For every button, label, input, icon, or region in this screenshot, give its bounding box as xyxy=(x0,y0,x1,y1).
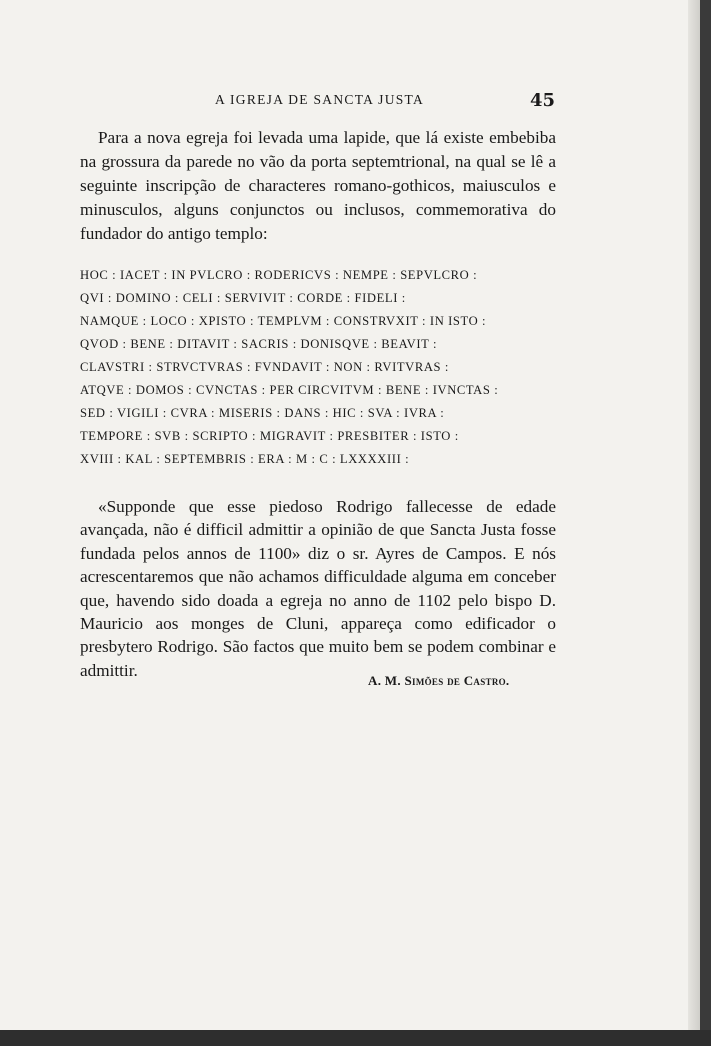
page-number: 45 xyxy=(530,90,556,111)
inscription-line: ATQVE : DOMOS : CVNCTAS : PER CIRCVITVM : BENE : IVNCTAS : xyxy=(80,383,499,397)
quote-paragraph: «Supponde que esse piedoso Rodrigo fallecesse de edade avançada, não é difficil admittir a opinião de que Sancta Justa fosse fundada pelos annos de 1100» diz o sr. Ayres de Campos. E nós acrescentaremos que não achamos difficuldade alguma em conceber que, havendo sido doada a egreja no anno de 1102 pelo bispo D. Mauricio aos monges de Cluni, appareça como edificador o presbytero Rodrigo. São factos que muito bem se podem combinar e admittir. xyxy=(80,497,556,680)
inscription-line: TEMPORE : SVB : SCRIPTO : MIGRAVIT : PRESBITER : ISTO : xyxy=(80,429,459,443)
running-header xyxy=(0,90,700,112)
page-edge xyxy=(688,0,700,1035)
intro-paragraph: Para a nova egreja foi levada uma lapide, que lá existe embebiba na grossura da parede no vão da porta septemtrional, na qual se lê a seguinte inscripção de characteres romano-gothicos, maiusculos e minusculos, alguns conjunctos ou inclusos, commemorativa do fundador do antigo templo: xyxy=(80,128,556,243)
signature xyxy=(368,673,509,689)
inscription-line: HOC : IACET : IN PVLCRO : RODERICVS : NEMPE : SEPVLCRO : xyxy=(80,268,478,282)
inscription-line: XVIII : KAL : SEPTEMBRIS : ERA : M : C : LXXXXIII : xyxy=(80,452,410,466)
running-title: A IGREJA DE SANCTA JUSTA xyxy=(215,92,425,107)
inscription-line: QVI : DOMINO : CELI : SERVIVIT : CORDE : FIDELI : xyxy=(80,291,406,305)
inscription xyxy=(80,264,550,471)
quote-paragraph-block xyxy=(80,495,556,682)
intro-paragraph-block xyxy=(80,126,556,246)
signature-name: Simões de Castro. xyxy=(404,673,510,688)
bottom-edge xyxy=(0,1030,711,1046)
inscription-line: NAMQUE : LOCO : XPISTO : TEMPLVM : CONSTRVXIT : IN ISTO : xyxy=(80,314,487,328)
inscription-line: SED : VIGILI : CVRA : MISERIS : DANS : HIC : SVA : IVRA : xyxy=(80,406,445,420)
inscription-line: CLAVSTRI : STRVCTVRAS : FVNDAVIT : NON : RVITVRAS : xyxy=(80,360,450,374)
signature-initials: A. M. xyxy=(368,673,401,688)
inscription-line: QVOD : BENE : DITAVIT : SACRIS : DONISQVE : BEAVIT : xyxy=(80,337,438,351)
